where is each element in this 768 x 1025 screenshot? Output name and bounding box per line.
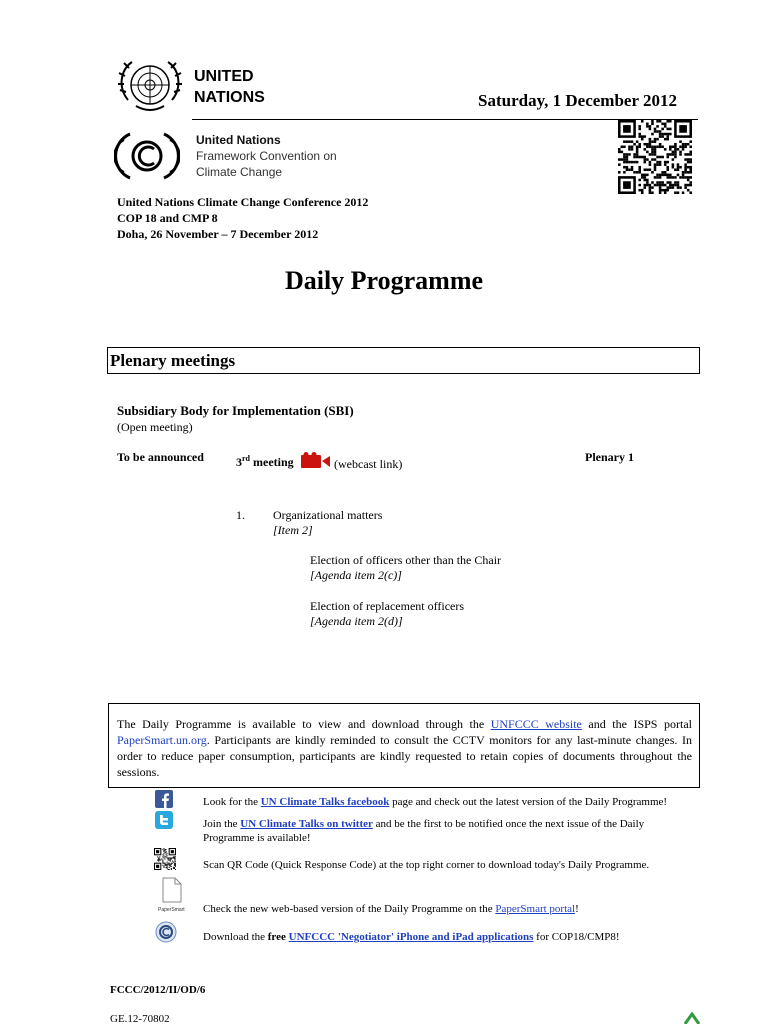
ge-number: GE.12-70802 (110, 1013, 170, 1025)
qr-code-icon[interactable] (618, 120, 692, 194)
body-name: Subsidiary Body for Implementation (SBI) (117, 403, 354, 418)
webcast-link[interactable]: (webcast link) (334, 457, 403, 471)
unfccc-app-icon[interactable] (155, 921, 177, 943)
facebook-text-pre: Look for the (203, 796, 261, 808)
info-text-2: and the ISPS portal (581, 717, 692, 731)
agenda-item (273, 508, 382, 538)
subitem-ref: [Agenda item 2(d)] (310, 614, 403, 628)
twitter-text-pre: Join the (203, 818, 241, 830)
conference-line-2: COP 18 and CMP 8 (117, 211, 218, 225)
video-camera-icon[interactable] (301, 452, 331, 470)
facebook-row (203, 795, 698, 809)
meeting-room: Plenary 1 (585, 450, 634, 464)
app-text-pre: Download the (203, 931, 268, 943)
papersmart-row (203, 902, 698, 916)
papersmart-text-post: ! (575, 903, 579, 915)
qr-code-small-icon (154, 848, 176, 870)
conference-line-3: Doha, 26 November – 7 December 2012 (117, 227, 319, 241)
unfccc-logo-icon (114, 128, 180, 184)
papersmart-portal-link[interactable]: PaperSmart portal (495, 903, 576, 915)
unfccc-line-1: United Nations (196, 133, 281, 147)
section-header (107, 347, 700, 374)
unfccc-website-link[interactable]: UNFCCC website (490, 717, 582, 731)
section-title: Plenary meetings (110, 351, 236, 370)
papersmart-link[interactable]: PaperSmart.un.org (117, 733, 207, 747)
issue-date: Saturday, 1 December 2012 (478, 91, 677, 110)
info-text-3: . Participants are kindly reminded to consult the CCTV monitors for any last-minute changes. In order to reduce paper consumption, participants are kindly requested to retain copies of documents throughout the sessions. (117, 733, 692, 779)
info-box (108, 703, 700, 788)
conference-line-1: United Nations Climate Change Conference 2012 (117, 195, 369, 209)
subitem-title: Election of officers other than the Chair (310, 553, 502, 567)
conference-info (117, 194, 368, 242)
twitter-text-post: and be the first to be notified once the next issue of the Daily Programme is available! (203, 818, 645, 844)
subitem-ref: [Agenda item 2(c)] (310, 568, 402, 582)
body-note: (Open meeting) (117, 420, 193, 434)
app-free: free (267, 931, 286, 943)
un-emblem-icon (114, 58, 186, 114)
info-text-1: The Daily Programme is available to view and download through the (117, 717, 491, 731)
unfccc-line-3: Climate Change (196, 165, 283, 179)
facebook-link[interactable]: UN Climate Talks facebook (260, 796, 390, 808)
page-title: Daily Programme (284, 266, 484, 295)
un-line-2: NATIONS (194, 89, 265, 106)
recycle-icon (682, 1012, 702, 1024)
qr-text: Scan QR Code (Quick Response Code) at the top right corner to download today's Daily Programme. (203, 859, 650, 871)
app-text-post: for COP18/CMP8! (533, 931, 620, 943)
facebook-text-post: page and check out the latest version of the Daily Programme! (389, 796, 668, 808)
unfccc-wordmark (196, 132, 337, 180)
facebook-icon[interactable] (155, 790, 173, 808)
un-line-1: UNITED (194, 68, 254, 85)
agenda-subitem (310, 553, 501, 583)
papersmart-text-pre: Check the new web-based version of the Daily Programme on the (203, 903, 496, 915)
meeting-label (236, 454, 294, 470)
papersmart-icon-caption: PaperSmart (158, 907, 185, 913)
meeting-word: meeting (250, 455, 294, 469)
agenda-subitem (310, 599, 464, 629)
qr-row (203, 858, 698, 872)
agenda-number: 1. (236, 508, 245, 522)
unfccc-line-2: Framework Convention on (196, 149, 337, 163)
app-row (203, 930, 698, 944)
info-text (117, 716, 692, 780)
twitter-link[interactable]: UN Climate Talks on twitter (240, 818, 373, 830)
subitem-title: Election of replacement officers (310, 599, 465, 613)
papersmart-icon[interactable] (158, 876, 188, 914)
meeting-time: To be announced (117, 450, 204, 464)
twitter-row (203, 817, 698, 845)
meeting-suffix: rd (242, 454, 250, 463)
agenda-title: Organizational matters (273, 508, 383, 522)
twitter-icon[interactable] (155, 811, 173, 829)
app-link[interactable]: UNFCCC 'Negotiator' iPhone and iPad applications (288, 931, 534, 943)
document-symbol: FCCC/2012/II/OD/6 (110, 984, 206, 996)
meeting-number: 3 (236, 455, 242, 469)
agenda-ref: [Item 2] (273, 523, 313, 537)
un-wordmark (194, 66, 265, 108)
